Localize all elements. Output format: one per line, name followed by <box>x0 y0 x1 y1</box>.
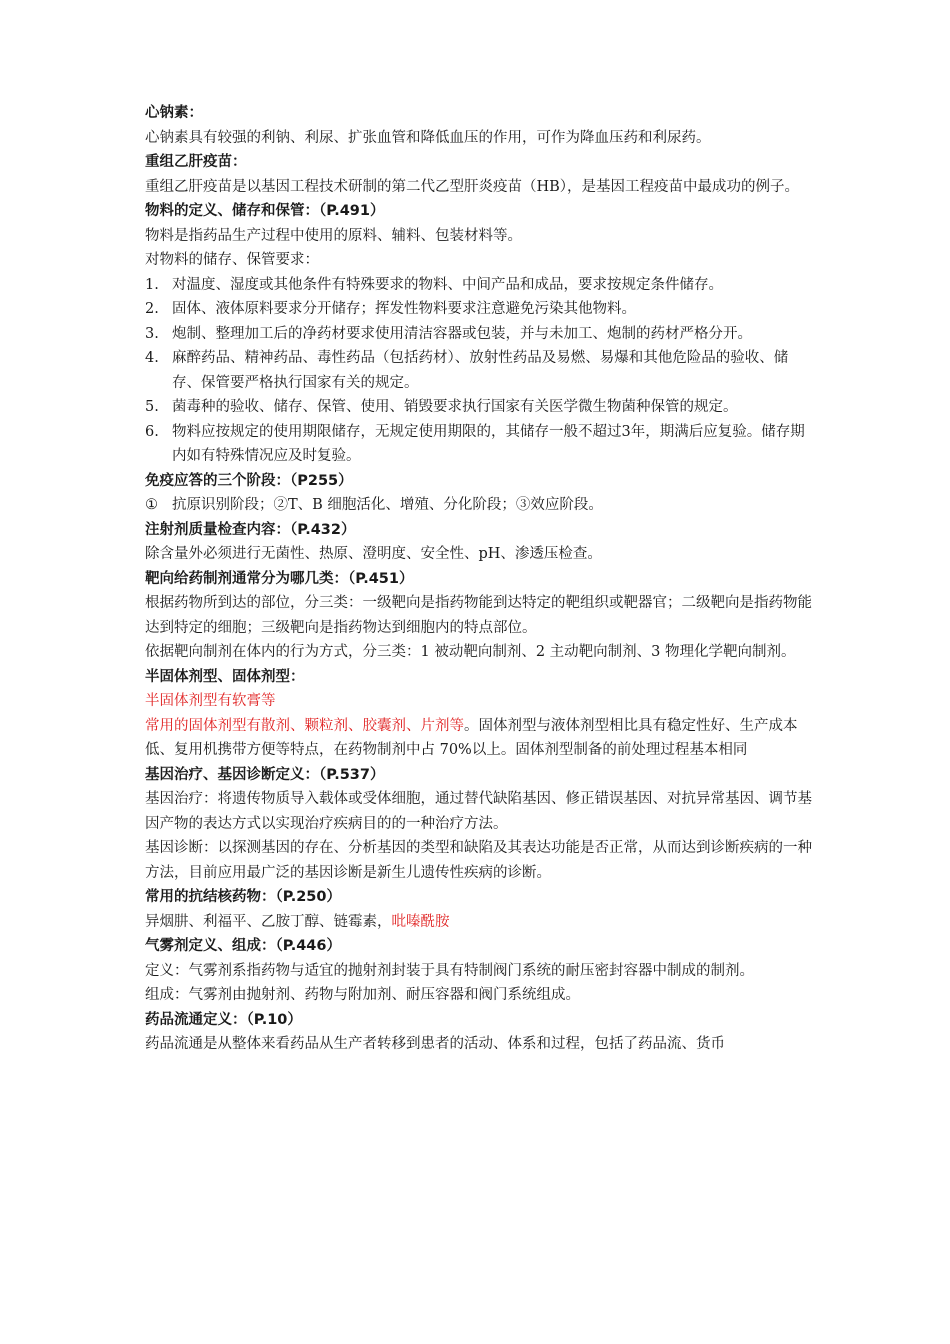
paragraph-hepatitis-vaccine: 重组乙肝疫苗是以基因工程技术研制的第二代乙型肝炎疫苗（HB），是基因工程疫苗中最成功的例子。 <box>145 178 800 195</box>
antituberculosis-highlight: 吡嗪酰胺 <box>391 913 450 930</box>
list-item-text: 菌毒种的验收、储存、保管、使用、销毁要求执行国家有关医学微生物菌种保管的规定。 <box>172 399 738 415</box>
heading-aerosol: 气雾剂定义、组成：（P.446） <box>145 938 341 954</box>
paragraph-semisolid-forms: 半固体剂型有软膏等 <box>145 693 276 709</box>
heading-immune-response: 免疫应答的三个阶段：（P255） <box>145 472 353 489</box>
heading-antituberculosis: 常用的抗结核药物：（P.250） <box>145 889 341 905</box>
antituberculosis-drugs: 异烟肼、利福平、乙胺丁醇、链霉素， <box>145 913 392 930</box>
paragraph-drug-circulation: 药品流通是从整体来看药品从生产者转移到患者的活动、体系和过程，包括了药品流、货币 <box>145 1036 725 1052</box>
paragraph-solid-forms <box>145 714 815 763</box>
heading-hepatitis-vaccine: 重组乙肝疫苗： <box>145 154 247 170</box>
heading-injection-quality: 注射剂质量检查内容：（P.432） <box>145 521 356 538</box>
paragraph-aerosol-composition: 组成：气雾剂由抛射剂、药物与附加剂、耐压容器和阀门系统组成。 <box>145 987 580 1003</box>
list-item-text: 麻醉药品、精神药品、毒性药品（包括药材）、放射性药品及易燃、易爆和其他危险品的验收、储存、保管要严格执行国家有关的规定。 <box>172 350 789 391</box>
heading-gene-therapy: 基因治疗、基因诊断定义：（P.537） <box>145 766 385 783</box>
list-item-number: 3. <box>145 325 159 342</box>
list-item-number: 6. <box>145 423 159 440</box>
paragraph-xinnasu: 心钠素具有较强的利钠、利尿、扩张血管和降低血压的作用，可作为降血压药和利尿药。 <box>145 129 711 146</box>
list-item <box>145 346 815 395</box>
list-item-number: 1. <box>145 276 159 293</box>
immune-response-text: 抗原识别阶段；②T、B 细胞活化、增殖、分化阶段；③效应阶段。 <box>172 497 603 513</box>
paragraph-gene-diagnosis: 基因诊断：以探测基因的存在、分析基因的类型和缺陷及其表达功能是否正常，从而达到诊断疾病的一种方法，目前应用最广泛的基因诊断是新生儿遗传性疾病的诊断。 <box>145 840 812 881</box>
paragraph-aerosol-definition: 定义：气雾剂系指药物与适宜的抛射剂封装于具有特制阀门系统的耐压密封容器中制成的制剂。 <box>145 962 754 979</box>
paragraph-gene-therapy: 基因治疗：将遗传物质导入载体或受体细胞，通过替代缺陷基因、修正错误基因、对抗异常基因、调节基因产物的表达方式以实现治疗疾病目的的一种治疗方法。 <box>145 791 812 832</box>
heading-xinnasu: 心钠素： <box>145 105 203 121</box>
solid-forms-text: 。固体剂型与液体剂型相比具有稳定性好、生产成本低、复用机携带方便等特点，在药物制剂中占 70%以上。固体剂型制备的前处理过程基本相同 <box>145 717 798 758</box>
paragraph-targeted-by-site: 根据药物所到达的部位，分三类：一级靶向是指药物能到达特定的靶组织或靶器官；二级靶向是指药物能达到特定的细胞；三级靶向是指药物达到细胞内的特点部位。 <box>145 595 812 636</box>
materials-list <box>145 273 815 469</box>
list-item-number: 5. <box>145 399 159 415</box>
list-item-text: 物料应按规定的使用期限储存，无规定使用期限的，其储存一般不超过3年，期满后应复验。储存期内如有特殊情况应及时复验。 <box>172 423 805 464</box>
heading-dosage-forms: 半固体剂型、固体剂型： <box>145 668 305 685</box>
heading-targeted-delivery: 靶向给药制剂通常分为哪几类：（P.451） <box>145 570 414 587</box>
list-item <box>145 322 815 347</box>
paragraph-immune-response <box>145 493 815 518</box>
paragraph-targeted-by-behavior: 依据靶向制剂在体内的行为方式，分三类：1 被动靶向制剂、2 主动靶向制剂、3 物理化学靶向制剂。 <box>145 644 796 660</box>
list-item <box>145 420 815 469</box>
paragraph-materials-definition: 物料是指药品生产过程中使用的原料、辅料、包装材料等。 <box>145 227 522 244</box>
list-item-text: 炮制、整理加工后的净药材要求使用清洁容器或包装，并与未加工、炮制的药材严格分开。 <box>172 325 752 342</box>
list-item <box>145 297 815 322</box>
list-item-text: 固体、液体原料要求分开储存；挥发性物料要求注意避免污染其他物料。 <box>172 301 636 317</box>
paragraph-injection-quality: 除含量外必须进行无菌性、热原、澄明度、安全性、pH、渗透压检查。 <box>145 546 602 562</box>
solid-forms-highlight: 常用的固体剂型有散剂、颗粒剂、胶囊剂、片剂等 <box>145 717 464 734</box>
list-item-number: 4. <box>145 350 159 366</box>
paragraph-antituberculosis <box>145 910 815 935</box>
paragraph-materials-requirements: 对物料的储存、保管要求： <box>145 252 319 268</box>
circled-number: ① <box>145 497 158 513</box>
list-item <box>145 395 815 420</box>
heading-materials: 物料的定义、储存和保管：（P.491） <box>145 203 385 219</box>
list-item-text: 对温度、湿度或其他条件有特殊要求的物料、中间产品和成品，要求按规定条件储存。 <box>172 276 723 293</box>
list-item <box>145 273 815 298</box>
document-page <box>145 101 815 1057</box>
heading-drug-circulation: 药品流通定义：（P.10） <box>145 1011 302 1028</box>
list-item-number: 2. <box>145 301 159 317</box>
